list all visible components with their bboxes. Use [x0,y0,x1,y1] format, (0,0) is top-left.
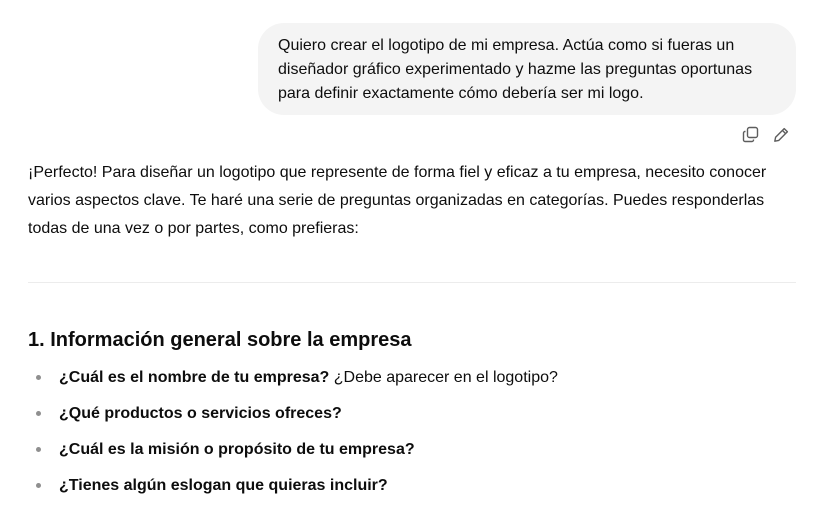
question-item [28,400,558,436]
user-message-line: diseñador gráfico experimentado y hazme las preguntas oportunas [278,61,753,78]
question-list [28,364,558,508]
section-divider [28,282,796,283]
user-message-actions [740,124,796,144]
bullet-icon [36,483,41,488]
copy-icon [742,126,759,143]
question-bold-text: ¿Qué productos o servicios ofreces? [59,405,342,422]
copy-message-button[interactable] [740,124,760,144]
question-bold-text: ¿Cuál es la misión o propósito de tu empresa? [59,441,415,458]
question-item [28,472,558,508]
assistant-intro-line: todas de una vez o por partes, como prefieras: [28,220,359,237]
bullet-icon [36,447,41,452]
assistant-intro-line: varios aspectos clave. Te haré una serie de preguntas organizadas en categorías. Puedes responderlas [28,192,765,209]
edit-message-button[interactable] [771,124,791,144]
question-rest-text: ¿Debe aparecer en el logotipo? [329,369,558,386]
question-bold-text: ¿Cuál es el nombre de tu empresa? [59,369,330,386]
user-message-line: Quiero crear el logotipo de mi empresa. Actúa como si fueras un [278,37,735,54]
bullet-icon [36,375,41,380]
question-item [28,436,558,472]
assistant-intro-line: ¡Perfecto! Para diseñar un logotipo que represente de forma fiel y eficaz a tu empresa, necesito conocer [28,164,767,181]
bullet-icon [36,411,41,416]
question-item [28,364,558,400]
edit-pencil-icon [773,126,790,143]
section-heading: 1. Información general sobre la empresa [28,329,412,351]
user-message-bubble [258,23,796,115]
user-message-line: para definir exactamente cómo debería ser mi logo. [278,85,644,102]
assistant-message [28,159,818,243]
question-bold-text: ¿Tienes algún eslogan que quieras incluir? [59,477,388,494]
